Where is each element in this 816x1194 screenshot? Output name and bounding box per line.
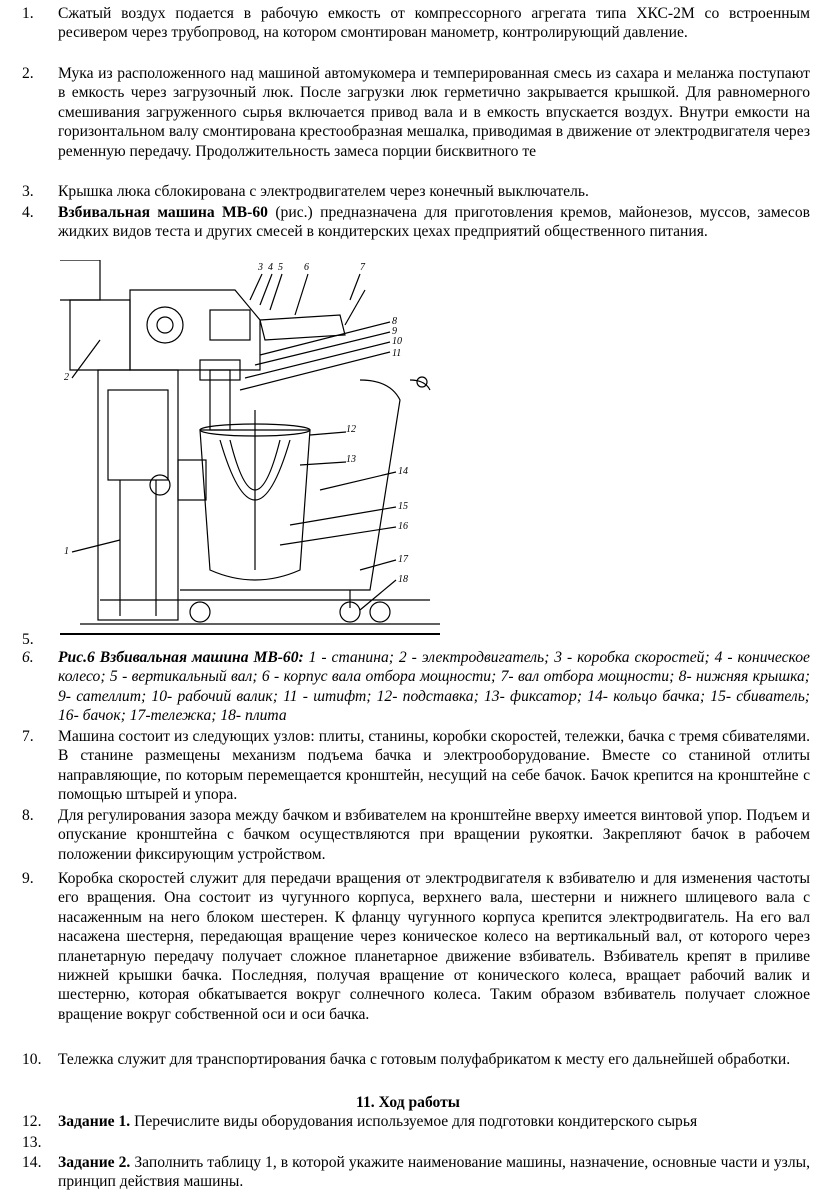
list-number: 10.	[22, 1051, 42, 1068]
task-label: Задание 2.	[58, 1154, 131, 1171]
list-text: Сжатый воздух подается в рабочую емкость от компрессорного агрегата типа ХКС-2М со встроенным ресивером через трубопровод, на котором смонтирован манометр, контролирующий давление.	[58, 5, 810, 42]
callout-2: 2	[64, 372, 69, 383]
callout-17: 17	[398, 554, 408, 565]
heading-number: 11.	[356, 1094, 375, 1111]
callout-16: 16	[398, 521, 408, 532]
list-text: Взбивальная машина МВ-60 (рис.) предназначена для приготовления кремов, майонезов, муссов, замесов жидких видов теста и других смесей в кондитерских цехах предприятий общественного питания.	[58, 204, 811, 241]
list-number: 13.	[22, 1134, 42, 1151]
callout-9: 9	[392, 326, 397, 337]
list-text: Крышка люка сблокирована с электродвигателем через конечный выключатель.	[58, 183, 589, 200]
section-heading	[0, 1093, 816, 1112]
machine-diagram	[60, 260, 440, 642]
callout-18: 18	[398, 574, 408, 585]
callout-1: 1	[64, 546, 69, 557]
list-text: Коробка скоростей служит для передачи вращения от электродвигателя к взбивателю и для изменения частоты его вращения. Она состоит из чугунного корпуса, верхнего вала, шестерни и нижнего шлицевого вала с насаженным на него блоком шестерен. К фланцу чугунного корпуса крепится электродвигатель. На его вал насажена шестерня, передающая вращение через коническое колесо на вертикальный вал, от которого через планетарную передачу получает сложное планетарное движение взбиватель. Взбиватель крепят в приливе нижней крышки бачка. Последняя, получая вращение от конического колеса, вращает рабочий валик и шестерню, которая обкатывается вокруг солнечного колеса. Таким образом взбиватель получает сложное вращение вокруг собственной оси и оси бачка.	[58, 870, 810, 1023]
task-label: Задание 1.	[58, 1113, 131, 1130]
callout-8: 8	[392, 316, 397, 327]
list-text: Тележка служит для транспортирования бачка с готовым полуфабрикатом к месту его дальнейшей обработки.	[58, 1051, 791, 1068]
list-number: 5.	[22, 631, 34, 648]
list-number: 6.	[22, 649, 34, 666]
callout-4: 4	[268, 262, 273, 273]
caption-title: Рис.6 Взбивальная машина МВ-60:	[58, 649, 304, 666]
list-number: 9.	[22, 870, 34, 887]
list-number: 2.	[22, 65, 34, 82]
list-text: Для регулирования зазора между бачком и взбивателем на кронштейне вверху имеется винтовой упор. Подъем и опускание кронштейна с бачком осуществляются при вращении рукоятки. Закрепляют бачок в рабочем положении фиксирующим устройством.	[58, 807, 810, 863]
list-number: 1.	[22, 5, 34, 22]
machine-name: Взбивальная машина МВ-60	[58, 204, 268, 221]
list-text: Задание 1. Перечислите виды оборудования используемое для подготовки кондитерского сырья	[58, 1113, 698, 1130]
callout-11: 11	[392, 348, 402, 359]
list-number: 8.	[22, 807, 34, 824]
callout-3: 3	[258, 262, 263, 273]
list-number: 12.	[22, 1113, 42, 1130]
list-number: 14.	[22, 1154, 42, 1171]
callout-6: 6	[304, 262, 309, 273]
callout-7: 7	[360, 262, 365, 273]
machine-diagram-svg	[60, 260, 440, 642]
list-text: Машина состоит из следующих узлов: плиты, станины, коробки скоростей, тележки, бачка с тремя сбивателями. В станине размещены механизм подъема бачка и электрооборудование. Вместе со станиной отлиты направляющие, по которым перемещается кронштейн, несущий на себе бачок. Бачок крепится на кронштейне с помощью штырей и упора.	[58, 728, 810, 804]
callout-5: 5	[278, 262, 283, 273]
list-number: 4.	[22, 204, 34, 221]
callout-15: 15	[398, 501, 408, 512]
list-number: 7.	[22, 728, 34, 745]
list-text: Задание 2. Заполнить таблицу 1, в которой укажите наименование машины, назначение, основные части и узлы, принцип действия машины.	[58, 1154, 810, 1191]
heading-text: Ход работы	[378, 1094, 460, 1111]
callout-12: 12	[346, 424, 356, 435]
list-text: Мука из расположенного над машиной автомукомера и темперированная смесь из сахара и меланжа поступают в емкость через загрузочный люк. После загрузки люк герметично закрывается крышкой. Для равномерного смешивания загруженного сырья включается привод вала и в емкость впускается воздух. Внутри емкости на горизонтальном валу смонтирована крестообразная мешалка, приводимая в движение от электродвигателя через ременную передачу. Продолжительность замеса порции бисквитного те	[58, 65, 810, 160]
callout-10: 10	[392, 336, 402, 347]
callout-13: 13	[346, 454, 356, 465]
list-text: Рис.6 Взбивальная машина МВ-60: 1 - станина; 2 - электродвигатель; 3 - коробка скоростей; 4 - коническое колесо; 5 - вертикальный вал; 6 - корпус вала отбора мощности; 7- вал отбора мощности; 8- нижняя крышка; 9- сателлит; 10- рабочий валик; 11 - штифт; 12- подставка; 13- фиксатор; 14- кольцо бачка; 15- сбиватель; 16- бачок; 17-тележка; 18- плита	[58, 649, 810, 725]
list-number: 3.	[22, 183, 34, 200]
callout-14: 14	[398, 466, 408, 477]
